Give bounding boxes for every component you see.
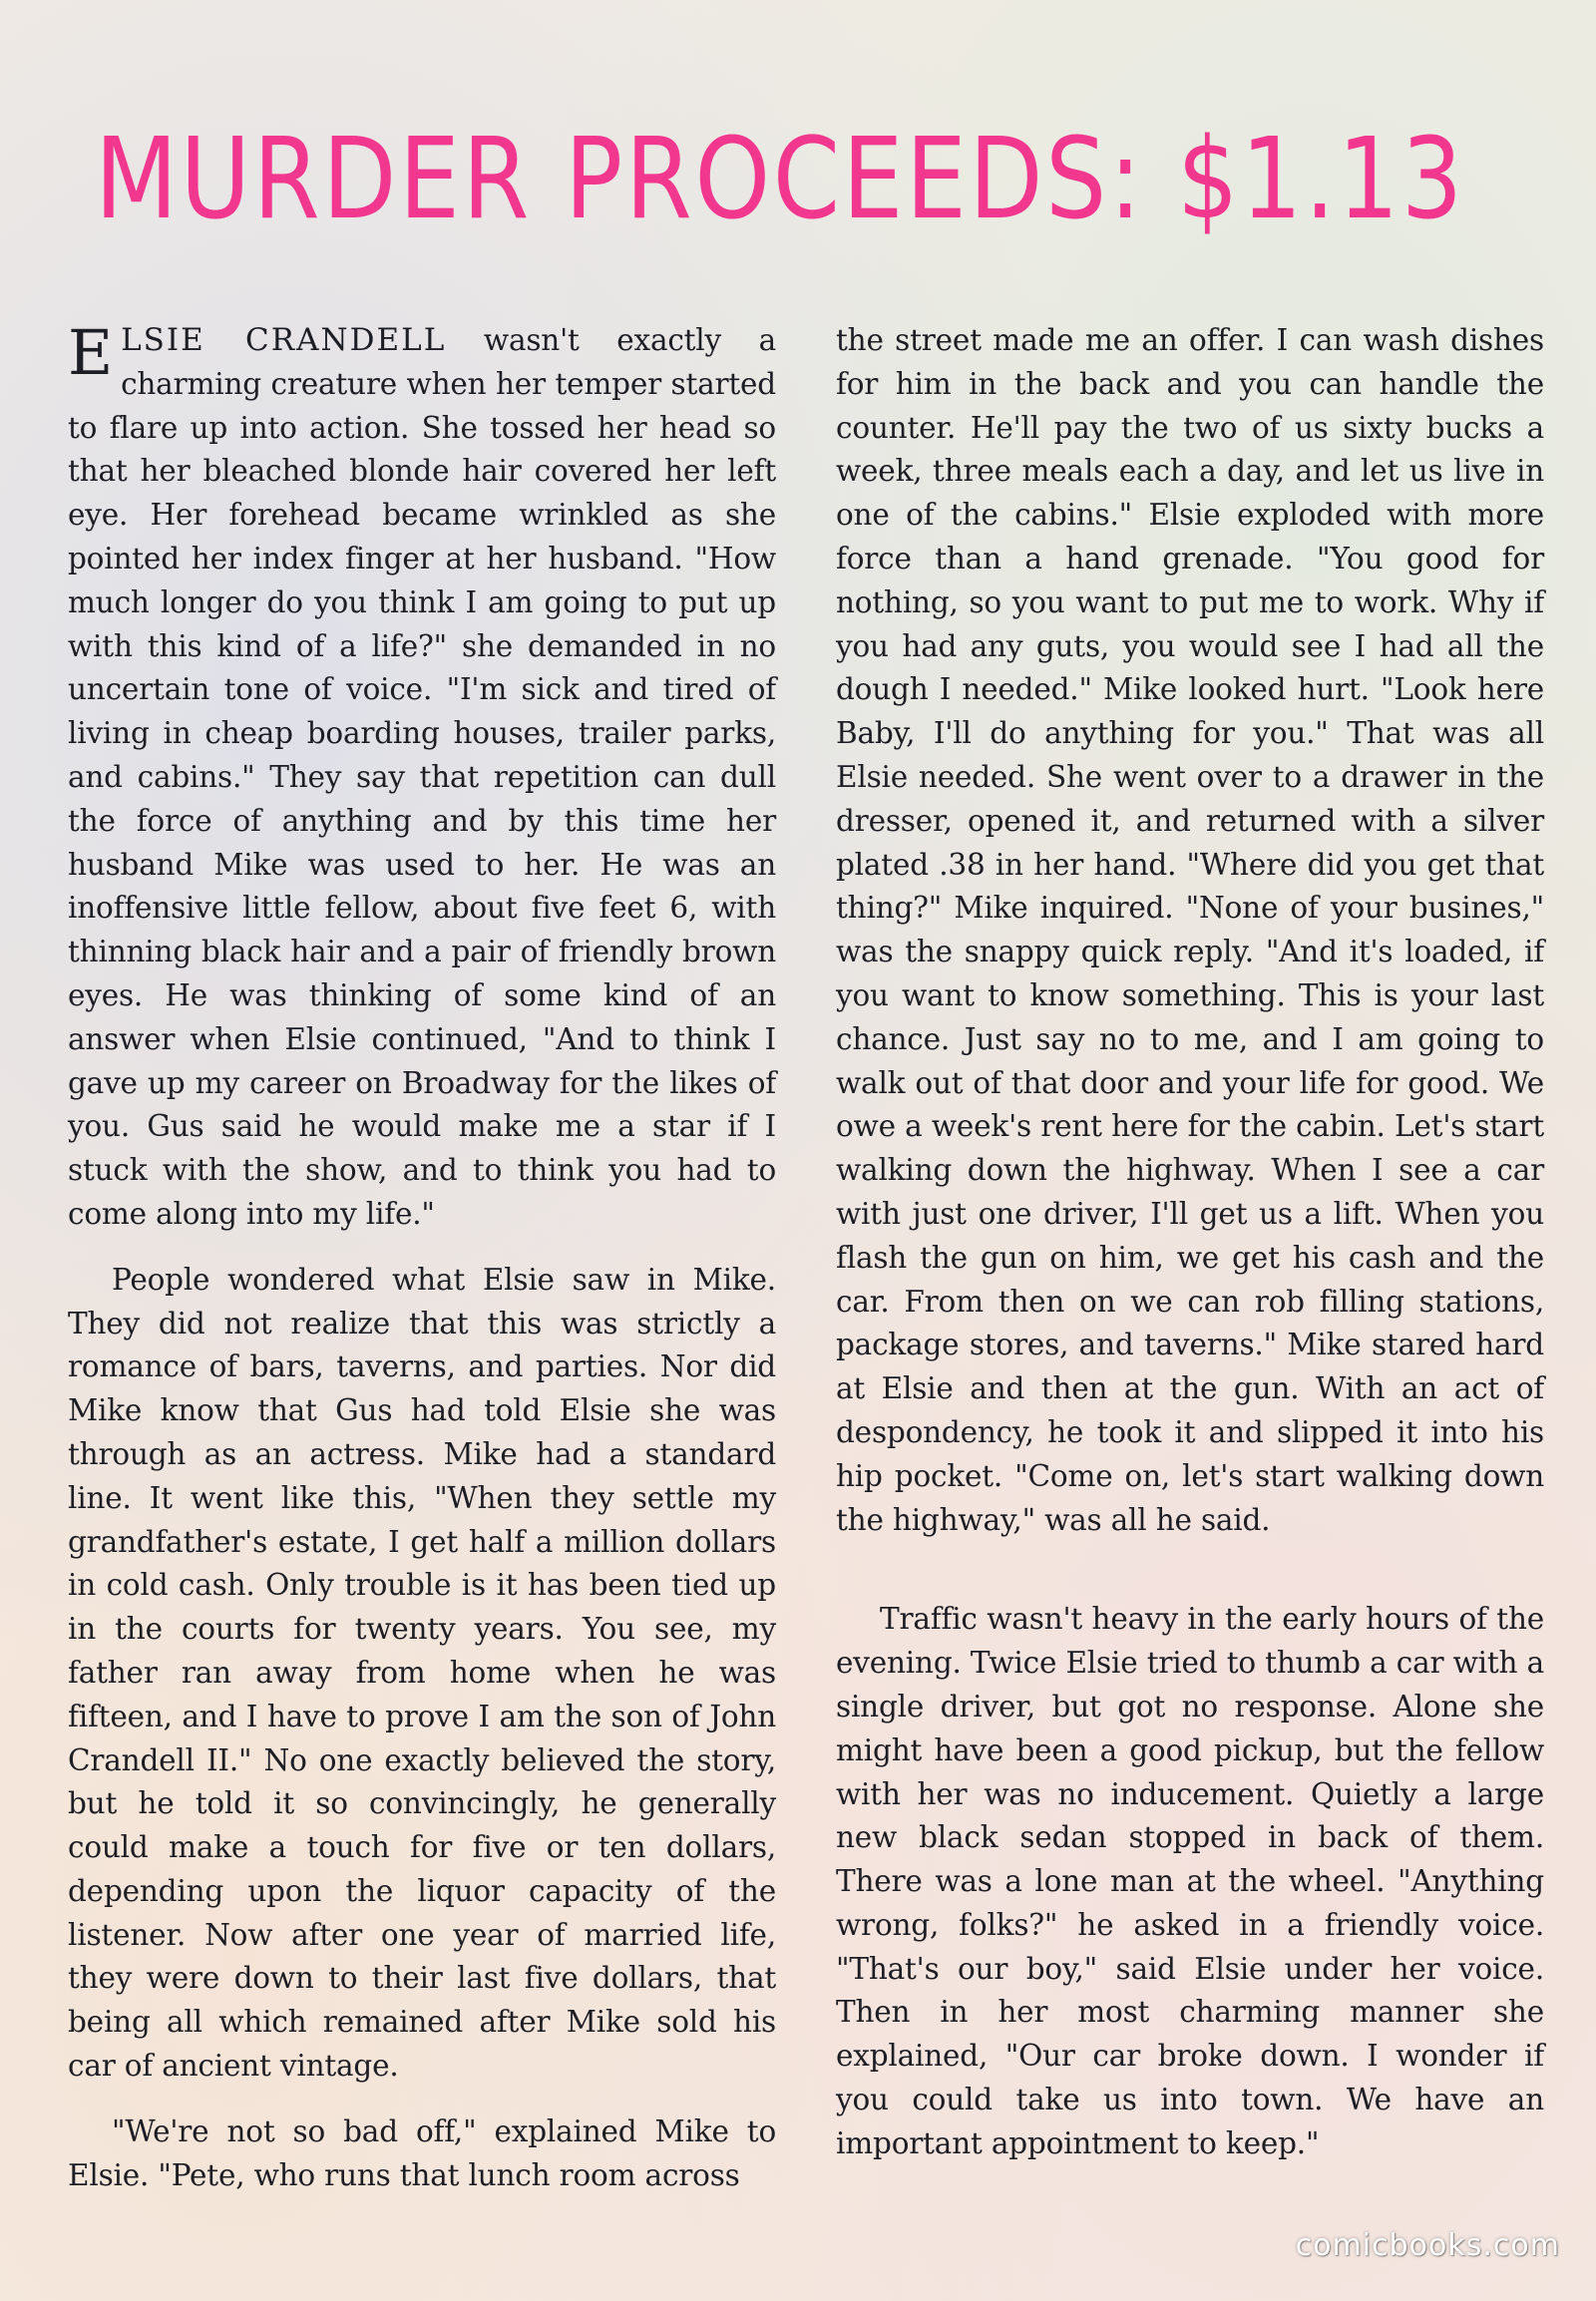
lead-small-caps: LSIE CRANDELL <box>121 322 447 358</box>
story-paragraph: Traffic wasn't heavy in the early hours of the evening. Twice Elsie tried to thumb a car with a single driver, but got no response. Alone she might have been a good pickup, but the fellow with her was no inducement. Quietly a large new black sedan stopped in back of them. There was a lone man at the wheel. "Anything wrong, folks?" he asked in a friendly voice. "That's our boy," said Elsie under her voice. Then in her most charming manner she explained, "Our car broke down. I wonder if you could take us into town. We have an important appointment to keep." <box>836 1602 1544 2160</box>
paragraph-text: wasn't exactly a charming creature when her temper started to flare up into action. She tossed her head so that her bleached blonde hair covered her left eye. Her forehead became wrinkled as she pointed her index finger at her husband. "How much longer do you think I am going to put up with this kind of a life?" she demanded in no uncertain tone of voice. "I'm sick and tired of living in cheap boarding houses, trailer parks, and cabins." They say that repetition can dull the force of anything and by this time her husband Mike was used to her. He was an inoffensive little fellow, about five feet 6, with thinning black hair and a pair of friendly brown eyes. He was thinking of some kind of an answer when Elsie continued, "And to think I gave up my career on Broadway for the likes of you. Gus said he would make me a star if I stuck with the show, and to think you had to come along into my life." <box>68 323 777 1231</box>
story-paragraph: "We're not so bad off," explained Mike to Elsie. "Pete, who runs that lunch room across <box>68 2113 776 2192</box>
story-column-left <box>68 316 777 2219</box>
drop-cap: E <box>68 316 114 389</box>
story-paragraph <box>68 316 777 1237</box>
page-title: MURDER PROCEEDS: $1.13 <box>95 115 1465 244</box>
story-paragraph: People wondered what Elsie saw in Mike. They did not realize that this was strictly a romance of bars, taverns, and parties. Nor did Mike know that Gus had told Elsie she was through as an actress. Mike had a standard line. It went like this, "When they settle my grandfather's estate, I get half a million dollars in cold cash. Only trouble is it has been tied up in the courts for twenty years. You see, my father ran away from home when he was fifteen, and I have to prove I am the son of John Crandell II." No one exactly believed the story, but he told it so convincingly, he generally could make a touch for five or ten dollars, depending upon the liquor capacity of the listener. Now after one year of married life, they were down to their last five dollars, that being all which remained after Mike sold his car of ancient vintage. <box>68 1262 776 2084</box>
watermark: comicbooks.com <box>1295 2228 1560 2263</box>
story-paragraph: the street made me an offer. I can wash dishes for him in the back and you can handle the counter. He'll pay the two of us sixty bucks a week, three meals each a day, and let us live in one of the cabins." Elsie exploded with more force than a hand grenade. "You good for nothing, so you want to put me to work. Why if you had any guts, you would see I had all the dough I needed." Mike looked hurt. "Look here Baby, I'll do anything for you." That was all Elsie needed. She went over to a drawer in the dresser, opened it, and returned with a silver plated .38 in her hand. "Where did you get that thing?" Mike inquired. "None of your busines," was the snappy quick reply. "And it's loaded, if you want to know something. This is your last chance. Just say no to me, and I am going to walk out of that door and your life for good. We owe a week's rent here for the cabin. Let's start walking down the highway. When I see a car with just one driver, I'll get us a lift. When you flash the gun on him, we get his cash and the car. From then on we can rob filling stations, package stores, and taverns." Mike stared hard at Elsie and then at the gun. With an act of despondency, he took it and slipped it into his hip pocket. "Come on, let's start walking down the highway," was all he said. <box>836 323 1544 1537</box>
story-column-right <box>836 319 1544 2188</box>
